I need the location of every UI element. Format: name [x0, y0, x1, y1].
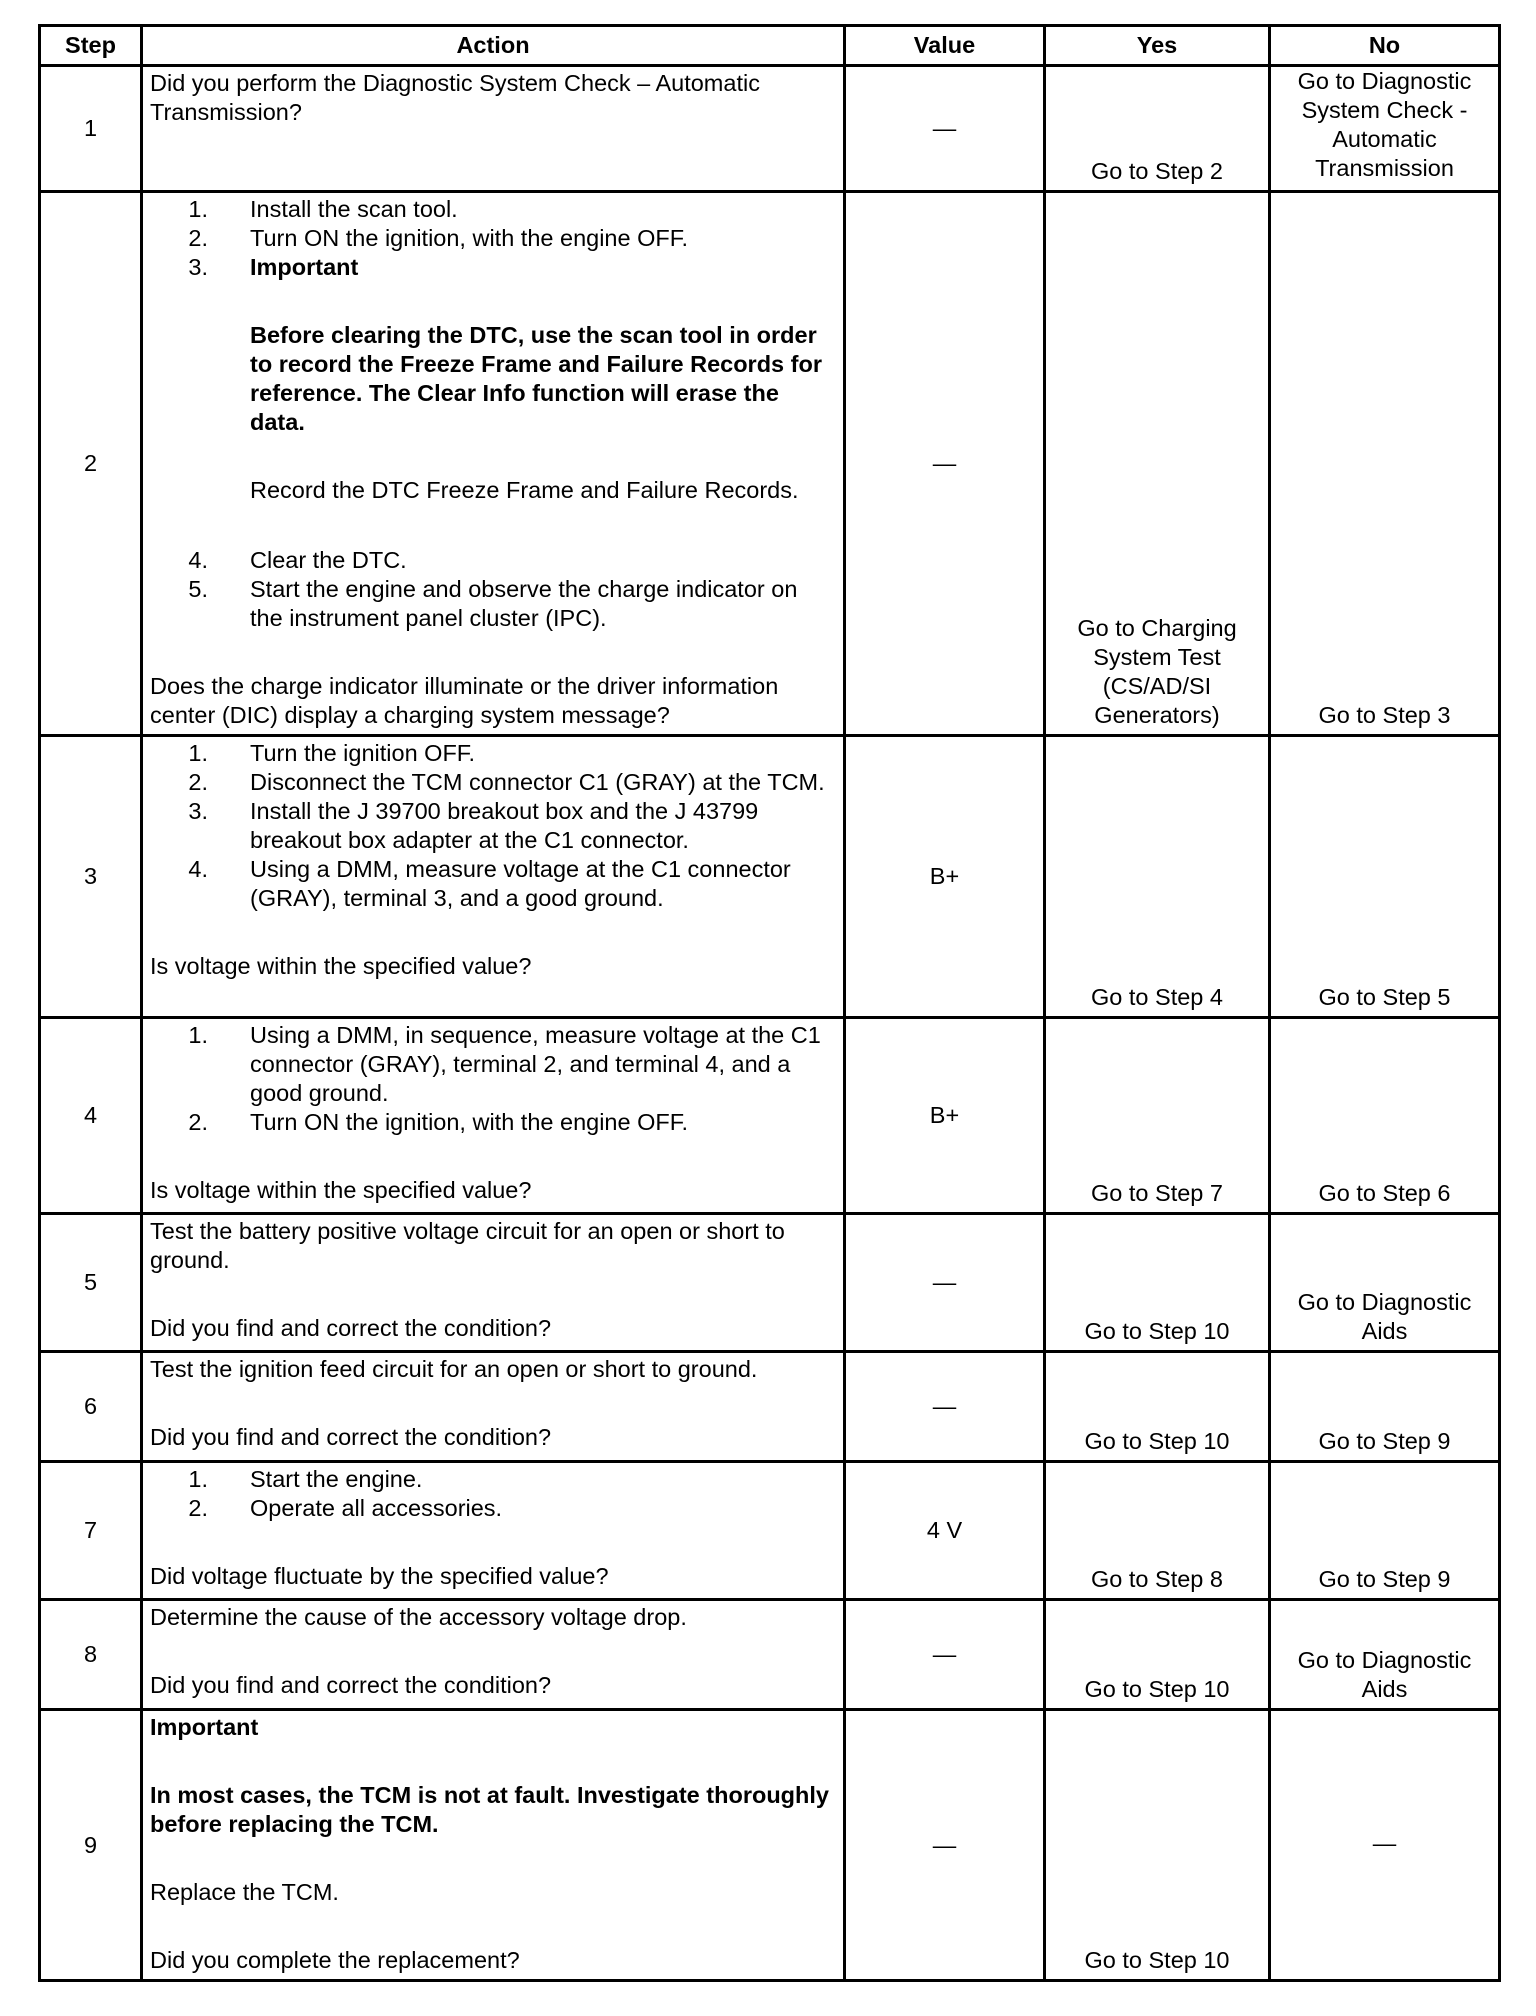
yes-link[interactable]: Go to Step 7: [1045, 1018, 1270, 1214]
question-text: Did you complete the replacement?: [150, 1947, 520, 1973]
step-action: [142, 1018, 845, 1214]
table-row: [40, 1214, 1500, 1352]
list-item: 4. Clear the DTC.: [188, 547, 407, 573]
header-no: No: [1270, 26, 1500, 66]
record-instruction: Record the DTC Freeze Frame and Failure Records.: [250, 477, 799, 503]
yes-link[interactable]: Go to Step 10: [1045, 1710, 1270, 1981]
table-row: [40, 192, 1500, 736]
step-value: —: [845, 1214, 1045, 1352]
step-number: 9: [40, 1710, 142, 1981]
replace-instruction: Replace the TCM.: [150, 1879, 339, 1905]
table-row: [40, 736, 1500, 1018]
question-text: Is voltage within the specified value?: [150, 1177, 532, 1203]
question-text: Did you find and correct the condition?: [150, 1424, 552, 1450]
question-text: Did you find and correct the condition?: [150, 1672, 552, 1698]
diagnostic-table: [38, 24, 1501, 1982]
list-item: 1. Using a DMM, in sequence, measure voltage at the C1 connector (GRAY), terminal 2, and terminal 4, and a good ground.: [188, 1022, 821, 1106]
step-number: 8: [40, 1600, 142, 1710]
step-action: [142, 1462, 845, 1600]
yes-link[interactable]: Go to Charging System Test (CS/AD/SI Generators): [1045, 192, 1270, 736]
yes-link[interactable]: Go to Step 2: [1045, 66, 1270, 192]
header-step: Step: [40, 26, 142, 66]
header-value: Value: [845, 26, 1045, 66]
step-number: 5: [40, 1214, 142, 1352]
header-yes: Yes: [1045, 26, 1270, 66]
no-link[interactable]: Go to Step 3: [1270, 192, 1500, 736]
step-value: —: [845, 192, 1045, 736]
step-value: —: [845, 1600, 1045, 1710]
list-item: 3. Install the J 39700 breakout box and the J 43799 breakout box adapter at the C1 connector.: [188, 798, 759, 853]
list-item: 2. Turn ON the ignition, with the engine OFF.: [188, 1109, 689, 1135]
list-item: 4. Using a DMM, measure voltage at the C1 connector (GRAY), terminal 3, and a good ground.: [188, 856, 791, 911]
list-item: 1. Install the scan tool.: [188, 196, 458, 222]
no-value: —: [1270, 1710, 1500, 1981]
question-text: Is voltage within the specified value?: [150, 953, 532, 979]
table-row: [40, 1462, 1500, 1600]
list-item: 3. Important: [188, 254, 359, 280]
header-action: Action: [142, 26, 845, 66]
no-link[interactable]: Go to Step 9: [1270, 1462, 1500, 1600]
step-action: [142, 1352, 845, 1462]
step-number: 4: [40, 1018, 142, 1214]
yes-link[interactable]: Go to Step 4: [1045, 736, 1270, 1018]
action-text: Test the ignition feed circuit for an open or short to ground.: [150, 1356, 758, 1382]
step-value: B+: [845, 1018, 1045, 1214]
step-action: [142, 66, 845, 192]
step-number: 6: [40, 1352, 142, 1462]
action-list: [150, 1465, 835, 1523]
table-row: [40, 66, 1500, 192]
no-link[interactable]: Go to Diagnostic System Check - Automatic Transmission: [1270, 66, 1500, 192]
action-list: [150, 546, 835, 633]
question-text: Does the charge indicator illuminate or the driver information center (DIC) display a charging system message?: [150, 673, 779, 728]
important-label: Important: [150, 1714, 259, 1740]
table-row: [40, 1018, 1500, 1214]
action-list: [150, 195, 835, 282]
yes-link[interactable]: Go to Step 10: [1045, 1352, 1270, 1462]
list-item: 2. Turn ON the ignition, with the engine OFF.: [188, 225, 689, 251]
table-row: [40, 1600, 1500, 1710]
no-link[interactable]: Go to Step 6: [1270, 1018, 1500, 1214]
list-item: 2. Disconnect the TCM connector C1 (GRAY) at the TCM.: [188, 769, 825, 795]
step-action: [142, 1214, 845, 1352]
step-number: 2: [40, 192, 142, 736]
list-item: 1. Turn the ignition OFF.: [188, 740, 476, 766]
question-text: Did you find and correct the condition?: [150, 1315, 552, 1341]
no-link[interactable]: Go to Diagnostic Aids: [1270, 1600, 1500, 1710]
step-number: 3: [40, 736, 142, 1018]
step-action: [142, 192, 845, 736]
no-link[interactable]: Go to Step 5: [1270, 736, 1500, 1018]
step-value: —: [845, 1710, 1045, 1981]
action-text: Did you perform the Diagnostic System Check – Automatic Transmission?: [150, 70, 760, 125]
question-text: Did voltage fluctuate by the specified value?: [150, 1563, 609, 1589]
step-value: 4 V: [845, 1462, 1045, 1600]
list-item: 2. Operate all accessories.: [188, 1495, 503, 1521]
table-row: [40, 1352, 1500, 1462]
action-list: [150, 1021, 835, 1137]
action-text: Test the battery positive voltage circuit for an open or short to ground.: [150, 1218, 785, 1273]
step-action: [142, 736, 845, 1018]
list-item: 5. Start the engine and observe the charge indicator on the instrument panel cluster (IPC).: [188, 576, 798, 631]
table-row: [40, 1710, 1500, 1981]
yes-link[interactable]: Go to Step 10: [1045, 1214, 1270, 1352]
header-row: [40, 26, 1500, 66]
step-number: 1: [40, 66, 142, 192]
action-list: [150, 739, 835, 913]
list-item: 1. Start the engine.: [188, 1466, 423, 1492]
important-note: Before clearing the DTC, use the scan tool in order to record the Freeze Frame and Failure Records for reference. The Clear Info function will erase the data.: [250, 322, 822, 435]
yes-link[interactable]: Go to Step 10: [1045, 1600, 1270, 1710]
step-value: B+: [845, 736, 1045, 1018]
important-note: In most cases, the TCM is not at fault. Investigate thoroughly before replacing the TCM.: [150, 1782, 829, 1837]
step-value: —: [845, 1352, 1045, 1462]
no-link[interactable]: Go to Diagnostic Aids: [1270, 1214, 1500, 1352]
yes-link[interactable]: Go to Step 8: [1045, 1462, 1270, 1600]
action-text: Determine the cause of the accessory voltage drop.: [150, 1604, 687, 1630]
step-number: 7: [40, 1462, 142, 1600]
step-value: —: [845, 66, 1045, 192]
step-action: [142, 1710, 845, 1981]
no-link[interactable]: Go to Step 9: [1270, 1352, 1500, 1462]
step-action: [142, 1600, 845, 1710]
